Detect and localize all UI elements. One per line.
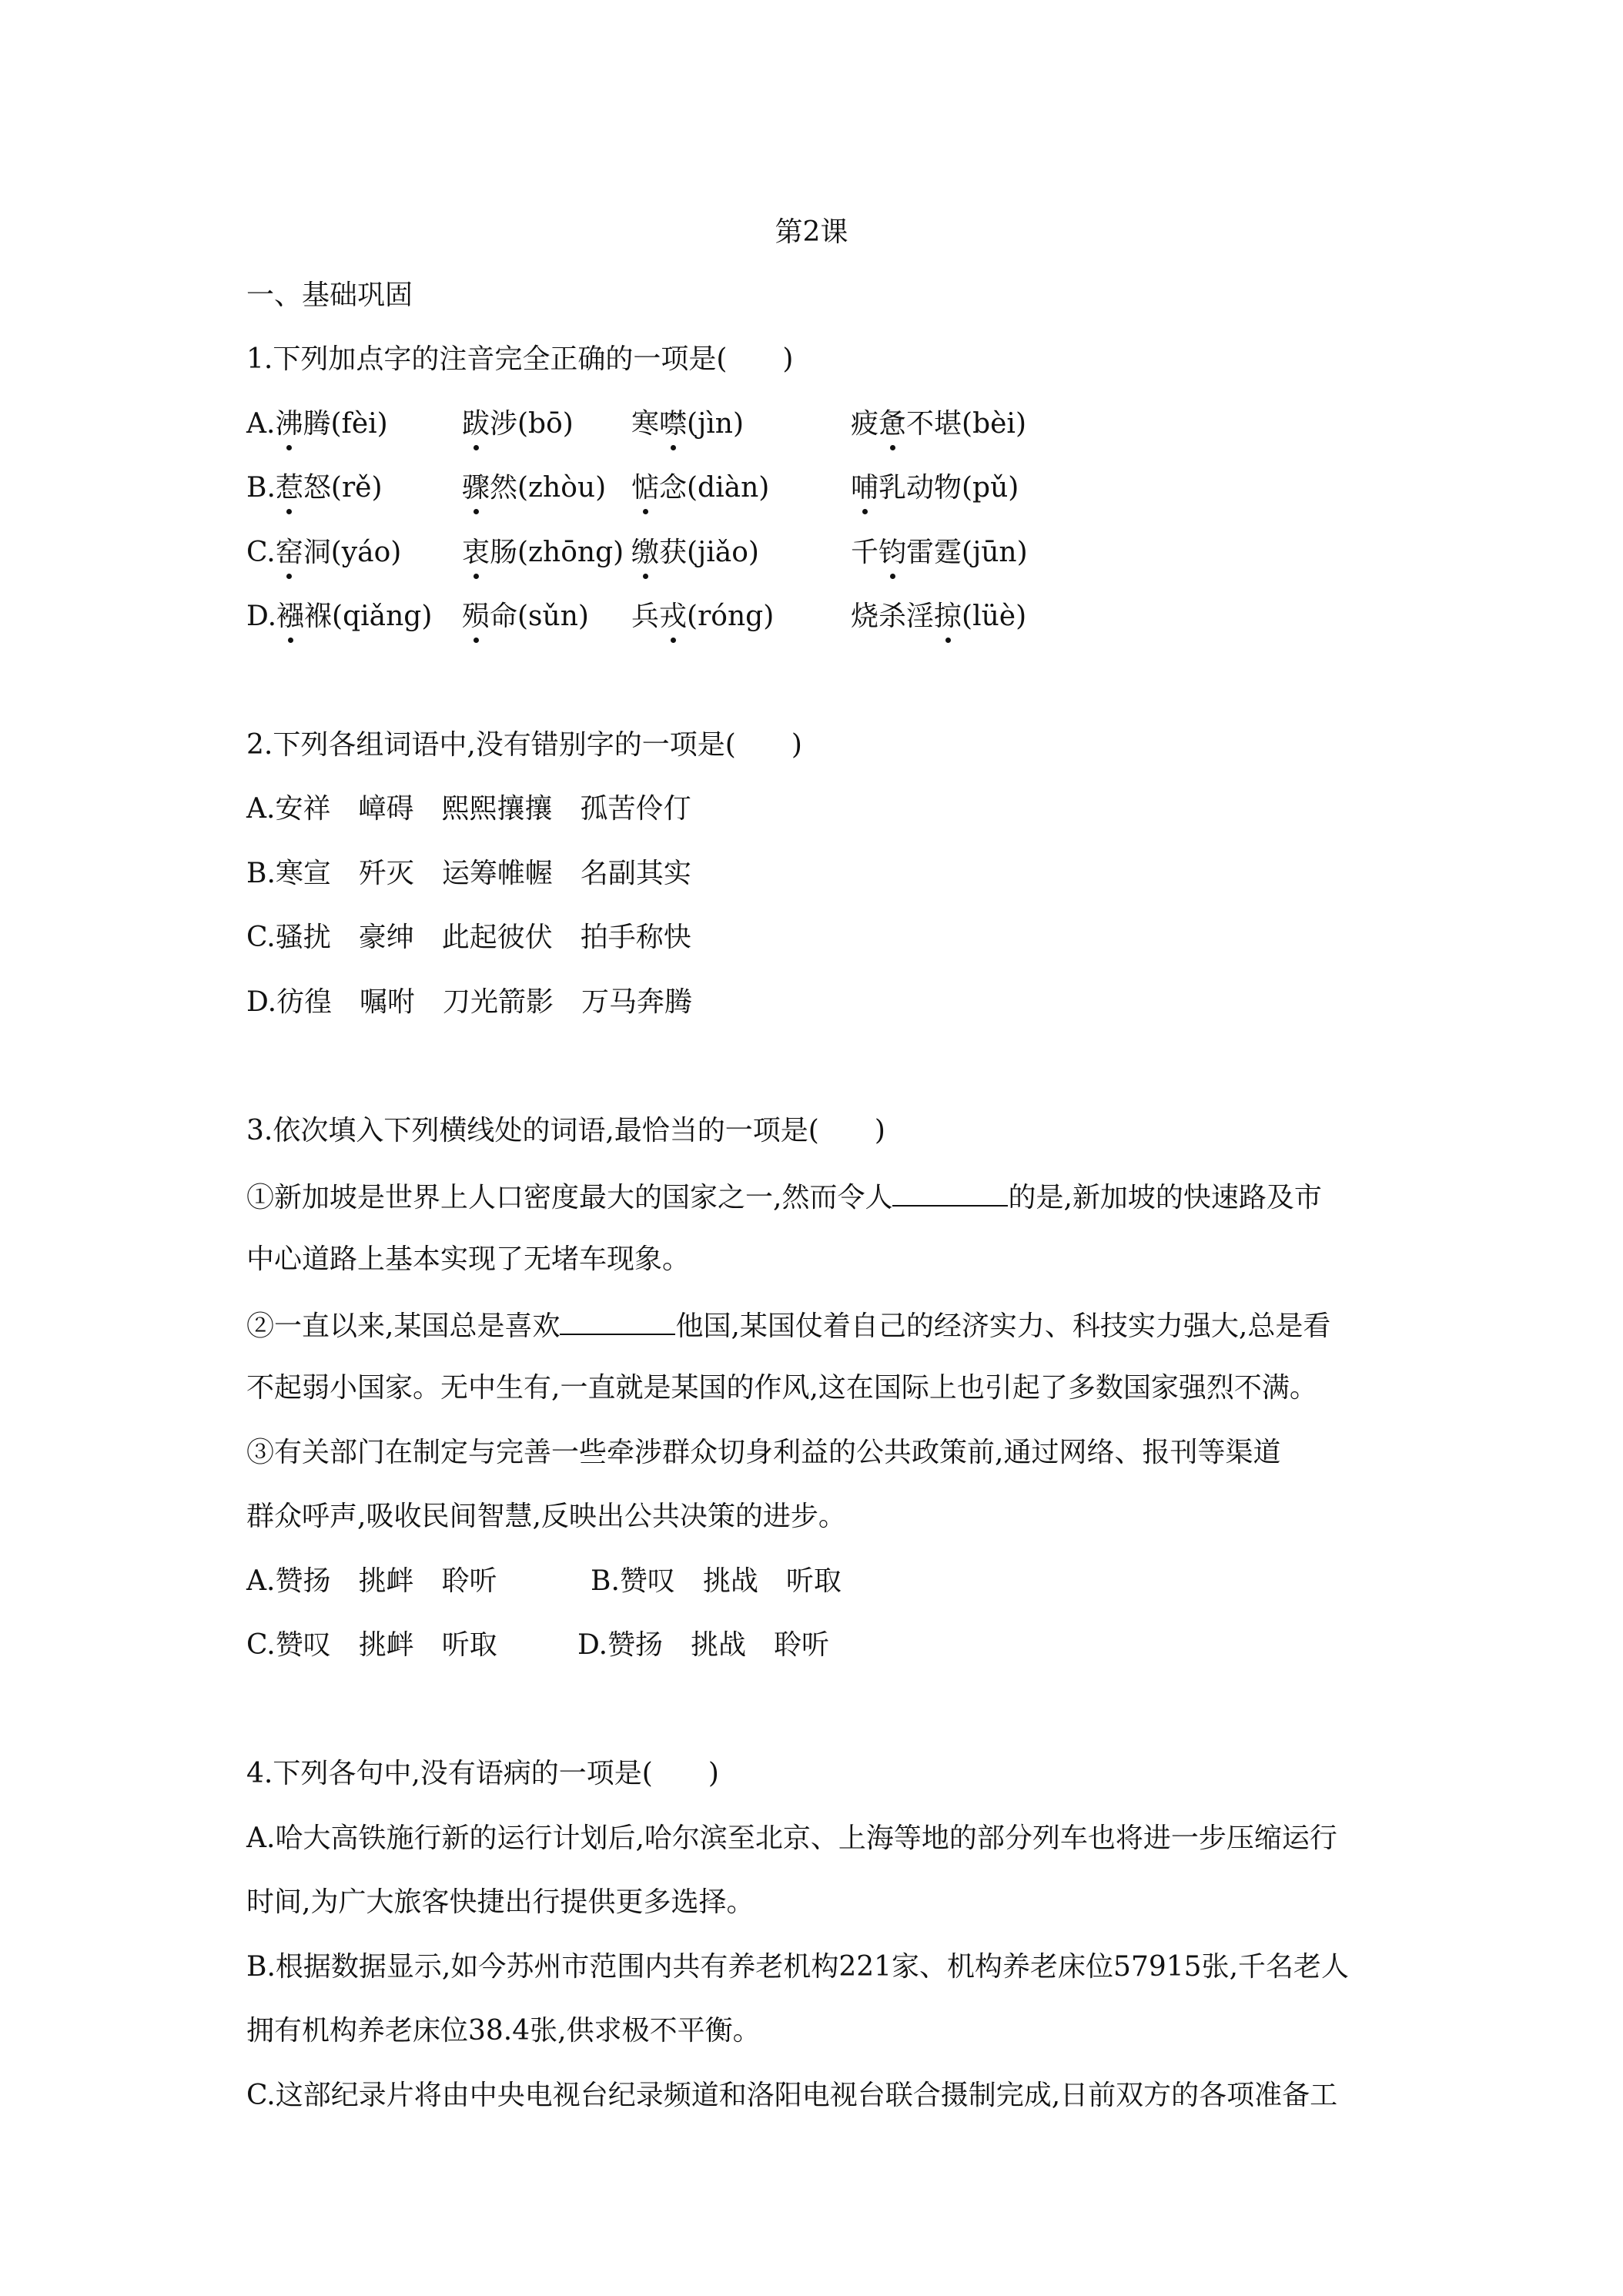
q1-option-b-item-1 bbox=[246, 470, 383, 507]
item-text-pinyin: 念(diàn) bbox=[659, 472, 770, 504]
q1-stem: 1.下列加点字的注音完全正确的一项是( ) bbox=[246, 343, 794, 375]
item-text-pinyin: 洞(yáo) bbox=[303, 537, 402, 568]
q4-option-a-line-2: 时间,为广大旅客快捷出行提供更多选择。 bbox=[246, 1886, 755, 1918]
dotted-character: 噤 bbox=[659, 406, 687, 443]
q1-option-label: D. bbox=[246, 601, 277, 632]
item-text: 寒 bbox=[631, 408, 660, 440]
q4-stem: 4.下列各句中,没有语病的一项是( ) bbox=[246, 1758, 719, 1789]
dotted-character: 跋 bbox=[462, 406, 490, 443]
dotted-character: 惦 bbox=[631, 470, 659, 507]
item-text-pinyin: 涉(bō) bbox=[490, 408, 574, 440]
dotted-character: 戎 bbox=[659, 598, 687, 635]
q1-option-label: A. bbox=[246, 408, 276, 440]
item-text-pinyin: 怒(rě) bbox=[303, 472, 383, 504]
q3-sentence-1-line-1 bbox=[246, 1177, 1322, 1217]
q3-stem: 3.依次填入下列横线处的词语,最恰当的一项是( ) bbox=[246, 1115, 885, 1146]
dotted-character: 窑 bbox=[276, 534, 303, 571]
item-text: 兵 bbox=[631, 601, 660, 632]
item-text-pinyin: 不堪(bèi) bbox=[906, 408, 1026, 440]
q3-s2-text-after: 他国,某国仗着自己的经济实力、科技实力强大,总是看 bbox=[675, 1310, 1331, 1342]
dotted-character: 惫 bbox=[878, 406, 906, 443]
item-text-pinyin: 命(sǔn) bbox=[490, 601, 589, 632]
dotted-character: 钧 bbox=[878, 534, 906, 571]
dotted-character: 缴 bbox=[631, 534, 659, 571]
q2-stem: 2.下列各组词语中,没有错别字的一项是( ) bbox=[246, 729, 802, 761]
dotted-character: 骤 bbox=[462, 470, 490, 507]
q2-option-b: B.寒宣 歼灭 运筹帷幄 名副其实 bbox=[246, 858, 691, 889]
q3-sentence-2-line-2: 不起弱小国家。无中生有,一直就是某国的作风,这在国际上也引起了多数国家强烈不满。 bbox=[246, 1372, 1317, 1404]
item-text-pinyin: (jìn) bbox=[687, 408, 744, 440]
item-text-pinyin: 乳动物(pǔ) bbox=[878, 472, 1019, 504]
q3-sentence-2-line-1 bbox=[246, 1306, 1330, 1345]
item-text-pinyin: (lüè) bbox=[962, 601, 1027, 632]
q1-option-label: C. bbox=[246, 537, 276, 568]
dotted-character: 沸 bbox=[275, 406, 303, 443]
q4-option-b-line-1: B.根据数据显示,如今苏州市范围内共有养老机构221家、机构养老床位57915张,千名老人 bbox=[246, 1951, 1350, 1983]
item-text-pinyin: (róng) bbox=[687, 601, 775, 632]
q2-option-c: C.骚扰 豪绅 此起彼伏 拍手称快 bbox=[246, 922, 691, 953]
dotted-character: 掠 bbox=[934, 598, 962, 635]
q1-option-d-item-4 bbox=[851, 598, 1026, 635]
q4-option-c-line-1: C.这部纪录片将由中央电视台纪录频道和洛阳电视台联合摄制完成,日前双方的各项准备工 bbox=[246, 2080, 1338, 2111]
item-text-pinyin: 获(jiǎo) bbox=[659, 537, 759, 568]
item-text-pinyin: 腾(fèi) bbox=[303, 408, 388, 440]
q3-sentence-3-line-2: 群众呼声,吸收民间智慧,反映出公共决策的进步。 bbox=[246, 1501, 846, 1532]
q1-option-b-item-4 bbox=[851, 470, 1019, 507]
dotted-character: 殒 bbox=[462, 598, 490, 635]
page-title: 第2课 bbox=[775, 216, 848, 248]
q3-blank-2 bbox=[560, 1306, 675, 1335]
item-text: 千 bbox=[851, 537, 879, 568]
q1-option-b-item-3 bbox=[631, 470, 769, 507]
item-text: 烧杀淫 bbox=[851, 601, 935, 632]
q1-option-d-item-1 bbox=[246, 598, 432, 635]
q3-sentence-1-line-2: 中心道路上基本实现了无堵车现象。 bbox=[246, 1243, 691, 1275]
q3-option-d: D.赞扬 挑战 聆听 bbox=[577, 1629, 830, 1661]
q3-sentence-3-line-1: ③有关部门在制定与完善一些牵涉群众切身利益的公共政策前,通过网络、报刊等渠道 bbox=[246, 1437, 1281, 1468]
q1-option-c-item-4 bbox=[851, 534, 1028, 571]
q3-s1-text-after: 的是,新加坡的快速路及市 bbox=[1008, 1182, 1322, 1213]
q1-option-c-item-2 bbox=[462, 534, 624, 571]
q1-option-b-item-2 bbox=[462, 470, 606, 507]
q1-option-c-item-1 bbox=[246, 534, 401, 571]
dotted-character: 衷 bbox=[462, 534, 490, 571]
section-heading: 一、基础巩固 bbox=[246, 279, 413, 311]
q1-option-a-item-4 bbox=[851, 406, 1026, 443]
q2-option-d: D.彷徨 嘱咐 刀光箭影 万马奔腾 bbox=[246, 986, 693, 1018]
item-text-pinyin: 肠(zhōng) bbox=[490, 537, 624, 568]
q3-blank-1 bbox=[892, 1177, 1008, 1207]
q1-option-d-item-2 bbox=[462, 598, 589, 635]
q3-option-c: C.赞叹 挑衅 听取 bbox=[246, 1629, 497, 1661]
q3-option-a: A.赞扬 挑衅 聆听 bbox=[246, 1565, 497, 1597]
item-text-pinyin: 雷霆(jūn) bbox=[906, 537, 1028, 568]
q1-option-a-item-2 bbox=[462, 406, 574, 443]
dotted-character: 襁 bbox=[276, 598, 304, 635]
q4-option-b-line-2: 拥有机构养老床位38.4张,供求极不平衡。 bbox=[246, 2015, 761, 2047]
dotted-character: 哺 bbox=[851, 470, 878, 507]
q3-option-b: B.赞叹 挑战 听取 bbox=[591, 1565, 842, 1597]
dotted-character: 惹 bbox=[276, 470, 303, 507]
q2-option-a: A.安祥 嶂碍 熙熙攘攘 孤苦伶仃 bbox=[246, 793, 691, 825]
item-text-pinyin: 然(zhòu) bbox=[490, 472, 607, 504]
q4-option-a-line-1: A.哈大高铁施行新的运行计划后,哈尔滨至北京、上海等地的部分列车也将进一步压缩运行 bbox=[246, 1822, 1337, 1854]
item-text: 疲 bbox=[851, 408, 879, 440]
q3-s2-text-before: ②一直以来,某国总是喜欢 bbox=[246, 1310, 561, 1342]
q3-s1-text-before: ①新加坡是世界上人口密度最大的国家之一,然而令人 bbox=[246, 1182, 893, 1213]
q1-option-a-item-3 bbox=[631, 406, 744, 443]
item-text-pinyin: 褓(qiǎng) bbox=[304, 601, 433, 632]
q1-option-c-item-3 bbox=[631, 534, 759, 571]
q1-option-d-item-3 bbox=[631, 598, 774, 635]
q1-option-a-item-1 bbox=[246, 406, 388, 443]
q1-option-label: B. bbox=[246, 472, 276, 504]
